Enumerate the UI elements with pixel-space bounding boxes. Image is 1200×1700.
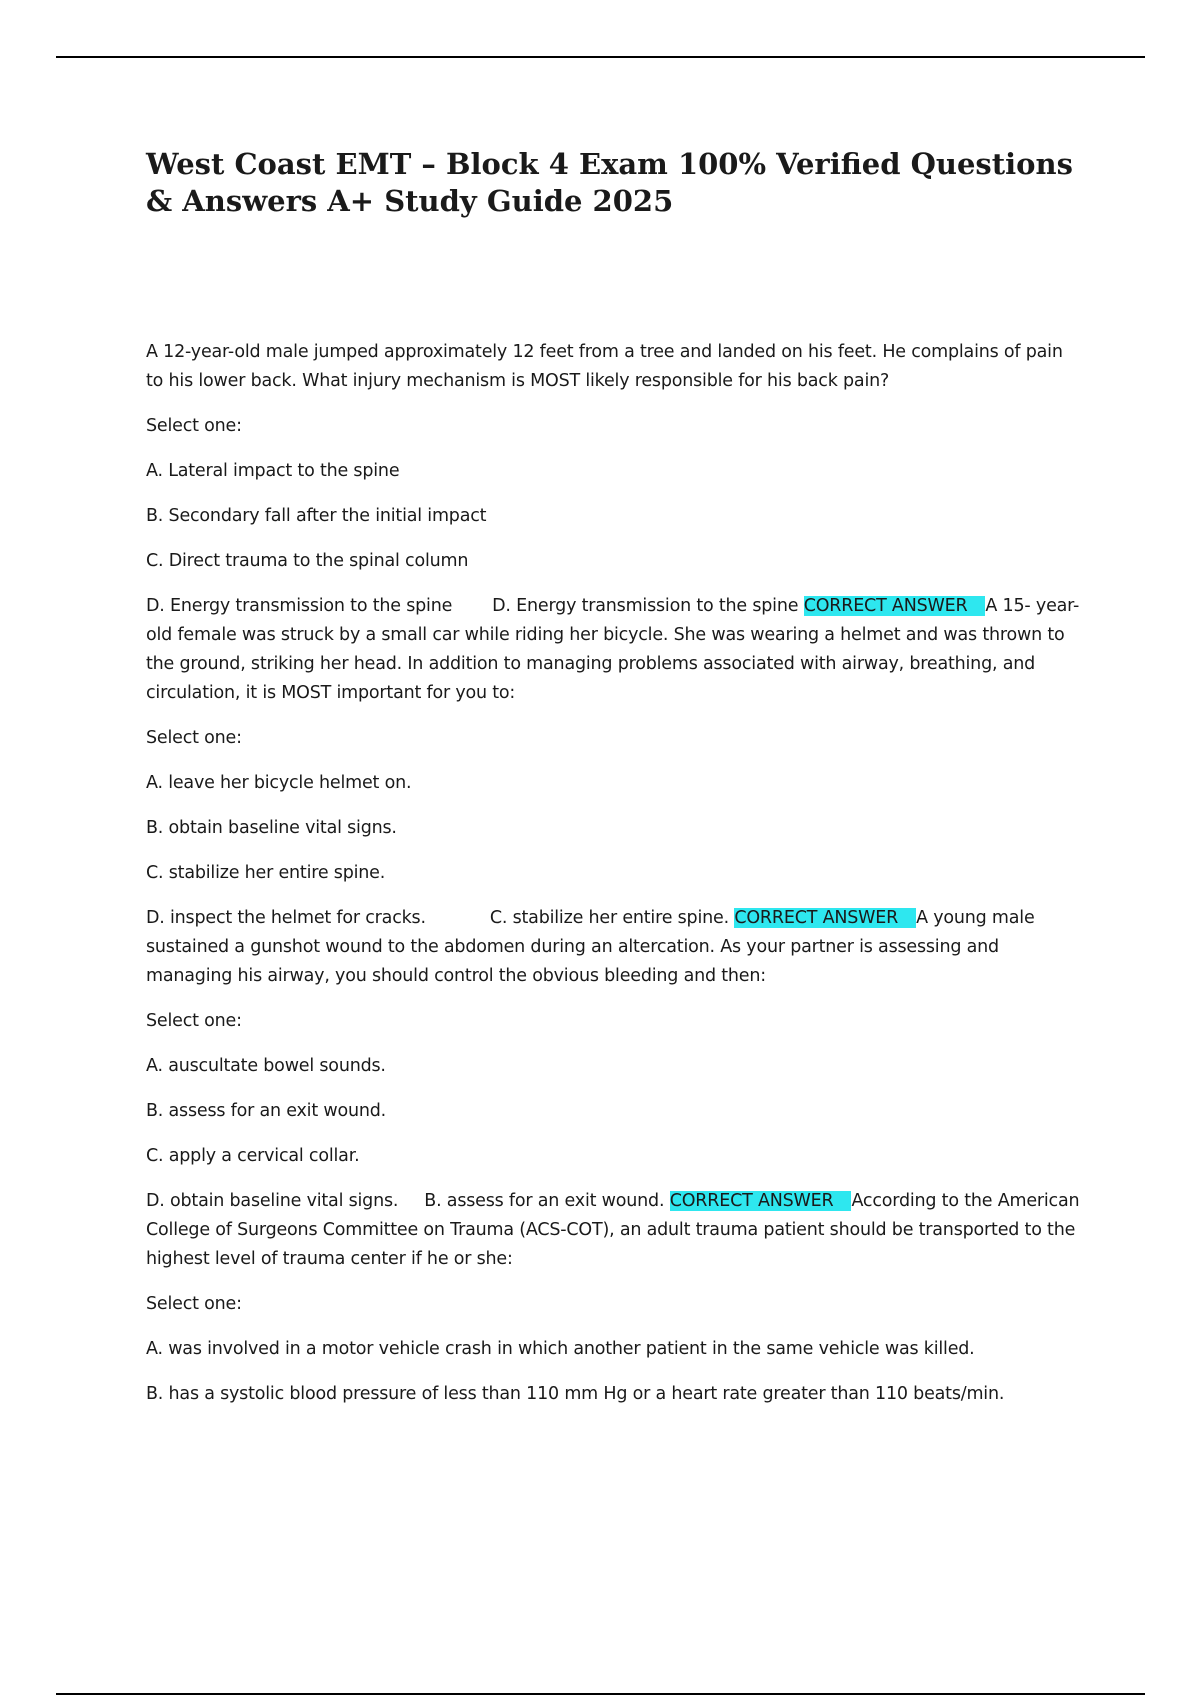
correct-answer-marker-3: CORRECT ANSWER — [670, 1191, 852, 1211]
question-2-option-d-answer-block — [146, 904, 1081, 991]
question-2-stem-lead: A 15- — [985, 596, 1031, 616]
footer-rule — [56, 1693, 1145, 1695]
question-3-prompt: Select one: — [146, 1011, 242, 1031]
document-title: West Coast EMT – Block 4 Exam 100% Verified Questions & Answers A+ Study Guide 2025 — [146, 147, 1073, 218]
header-rule — [56, 56, 1145, 58]
question-1-option-b: B. Secondary fall after the initial impact — [146, 506, 487, 526]
question-4-stem: American College of Surgeons Committee on Trauma (ACS-COT), an adult trauma patient should be transported to the highest level of trauma center if he or she: — [146, 1191, 1080, 1269]
question-3-option-b: B. assess for an exit wound. — [146, 1101, 387, 1121]
question-3-stem: sustained a gunshot wound to the abdomen during an altercation. As your partner is assessing and managing his airway, you should control the obvious bleeding and then: — [146, 937, 999, 986]
question-2-answer: C. stabilize her entire spine. — [489, 908, 729, 928]
question-3-answer: B. assess for an exit wound. — [424, 1191, 665, 1211]
question-1-prompt: Select one: — [146, 416, 242, 436]
question-1-option-a: A. Lateral impact to the spine — [146, 461, 400, 481]
correct-answer-marker-1: CORRECT ANSWER — [804, 596, 986, 616]
correct-answer-marker-2: CORRECT ANSWER — [734, 908, 916, 928]
question-1-option-d-answer-block — [146, 592, 1081, 708]
question-2-option-d: D. inspect the helmet for cracks. — [146, 908, 426, 928]
question-1-stem: A 12-year-old male jumped approximately 12 feet from a tree and landed on his feet. He complains of pain to his lower back. What injury mechanism is MOST likely responsible for his back pain? — [146, 342, 1063, 391]
question-2-option-b: B. obtain baseline vital signs. — [146, 818, 397, 838]
question-3-option-d: D. obtain baseline vital signs. — [146, 1191, 399, 1211]
question-4-option-a: A. was involved in a motor vehicle crash in which another patient in the same vehicle was killed. — [146, 1339, 975, 1359]
question-4-option-b: B. has a systolic blood pressure of less than 110 mm Hg or a heart rate greater than 110 beats/min. — [146, 1384, 1005, 1404]
question-3-stem-lead: A young male — [916, 908, 1035, 928]
question-3-option-a: A. auscultate bowel sounds. — [146, 1056, 386, 1076]
document-body — [146, 338, 1081, 1425]
question-3-option-d-answer-block — [146, 1187, 1081, 1274]
question-3-option-c: C. apply a cervical collar. — [146, 1146, 360, 1166]
question-4-stem-lead: According to the — [851, 1191, 993, 1211]
question-2-option-a: A. leave her bicycle helmet on. — [146, 773, 412, 793]
question-4-prompt: Select one: — [146, 1294, 242, 1314]
question-1-option-c: C. Direct trauma to the spinal column — [146, 551, 469, 571]
question-2-option-c: C. stabilize her entire spine. — [146, 863, 386, 883]
question-2-stem: year-old female was struck by a small car while riding her bicycle. She was wearing a helmet and was thrown to the ground, striking her head. In addition to managing problems associated with airway, breathing, and circulation, it is MOST important for you to: — [146, 596, 1080, 703]
question-1-answer: D. Energy transmission to the spine — [492, 596, 799, 616]
question-1-option-d: D. Energy transmission to the spine — [146, 596, 453, 616]
question-2-prompt: Select one: — [146, 728, 242, 748]
